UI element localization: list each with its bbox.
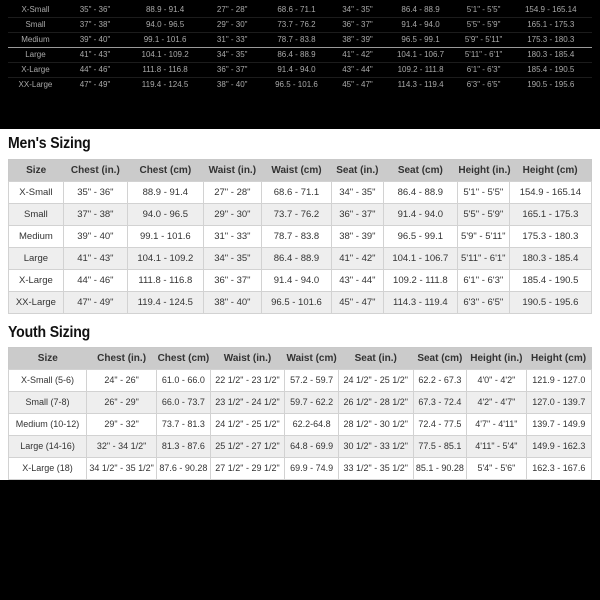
column-header: Waist (in.) bbox=[203, 160, 261, 182]
table-cell: 30 1/2" - 33 1/2" bbox=[338, 436, 413, 458]
table-cell: Small (7-8) bbox=[9, 392, 87, 414]
table-cell: 26" - 29" bbox=[87, 392, 157, 414]
table-cell: 41" - 43" bbox=[63, 248, 127, 270]
table-cell: 99.1 - 101.6 bbox=[127, 33, 203, 48]
column-header: Size bbox=[9, 348, 87, 370]
column-header: Seat (in.) bbox=[331, 160, 383, 182]
table-cell: 47" - 49" bbox=[63, 292, 127, 314]
table-cell: 45" - 47" bbox=[331, 292, 383, 314]
band-row bbox=[8, 63, 592, 78]
table-cell: Medium bbox=[9, 226, 64, 248]
youth-title-row bbox=[8, 323, 592, 343]
youth-size-row bbox=[9, 392, 592, 414]
column-header: Chest (cm) bbox=[157, 348, 211, 370]
table-cell: 109.2 - 111.8 bbox=[383, 270, 457, 292]
table-cell: 5'11" - 6'1" bbox=[458, 48, 510, 63]
mens-size-row bbox=[9, 292, 592, 314]
column-header: Height (cm) bbox=[526, 348, 591, 370]
table-cell: 41" - 42" bbox=[331, 248, 383, 270]
table-cell: 5'4" - 5'6" bbox=[467, 458, 526, 480]
table-cell: 139.7 - 149.9 bbox=[526, 414, 591, 436]
column-header: Size bbox=[9, 160, 64, 182]
youth-size-row bbox=[9, 370, 592, 392]
band-row bbox=[8, 78, 592, 93]
table-cell: 121.9 - 127.0 bbox=[526, 370, 591, 392]
table-cell: 69.9 - 74.9 bbox=[285, 458, 339, 480]
mens-size-row bbox=[9, 270, 592, 292]
youth-sizing-title: Youth Sizing bbox=[8, 324, 91, 341]
table-cell: 87.6 - 90.28 bbox=[157, 458, 211, 480]
table-cell: 154.9 - 165.14 bbox=[510, 3, 592, 18]
table-cell: 36" - 37" bbox=[203, 63, 261, 78]
table-cell: 27 1/2" - 29 1/2" bbox=[210, 458, 285, 480]
table-cell: 36" - 37" bbox=[332, 18, 384, 33]
table-cell: 91.4 - 94.0 bbox=[262, 270, 332, 292]
dark-mode-sizing-table bbox=[8, 3, 592, 92]
table-cell: 37" - 38" bbox=[63, 18, 127, 33]
table-cell: 73.7 - 81.3 bbox=[157, 414, 211, 436]
table-cell: Medium (10-12) bbox=[9, 414, 87, 436]
table-cell: Large (14-16) bbox=[9, 436, 87, 458]
table-cell: 34 1/2" - 35 1/2" bbox=[87, 458, 157, 480]
table-cell: 162.3 - 167.6 bbox=[526, 458, 591, 480]
column-header: Seat (cm) bbox=[383, 160, 457, 182]
table-cell: 180.3 - 185.4 bbox=[509, 248, 591, 270]
table-cell: Large bbox=[9, 248, 64, 270]
table-cell: 27" - 28" bbox=[203, 182, 261, 204]
table-cell: 4'11" - 5'4" bbox=[467, 436, 526, 458]
table-cell: 41" - 42" bbox=[332, 48, 384, 63]
table-cell: 73.7 - 76.2 bbox=[261, 18, 331, 33]
column-header: Waist (cm) bbox=[262, 160, 332, 182]
table-cell: 119.4 - 124.5 bbox=[127, 292, 203, 314]
table-cell: 94.0 - 96.5 bbox=[127, 204, 203, 226]
column-header: Chest (in.) bbox=[63, 160, 127, 182]
table-cell: 104.1 - 106.7 bbox=[383, 48, 457, 63]
table-cell: 96.5 - 101.6 bbox=[275, 80, 318, 89]
column-header: Chest (cm) bbox=[127, 160, 203, 182]
table-cell: 5'5" - 5'9" bbox=[458, 18, 510, 33]
table-cell: 31" - 33" bbox=[203, 226, 261, 248]
table-cell: 29" - 30" bbox=[203, 18, 261, 33]
table-cell: 39" - 40" bbox=[63, 226, 127, 248]
table-cell: 86.4 - 88.9 bbox=[383, 3, 457, 18]
table-cell: 38" - 39" bbox=[331, 226, 383, 248]
table-cell: 22 1/2" - 23 1/2" bbox=[210, 370, 285, 392]
table-cell: 5'5" - 5'9" bbox=[457, 204, 509, 226]
youth-sizing-table bbox=[8, 347, 592, 480]
table-cell: 43" - 44" bbox=[332, 63, 384, 78]
column-header: Height (in.) bbox=[467, 348, 526, 370]
mens-sizing-title: Men's Sizing bbox=[8, 135, 91, 152]
table-cell: 35" - 36" bbox=[63, 3, 127, 18]
table-cell: 88.9 - 91.4 bbox=[127, 182, 203, 204]
top-band bbox=[0, 0, 600, 129]
table-cell: 43" - 44" bbox=[331, 270, 383, 292]
table-cell: 36" - 37" bbox=[203, 270, 261, 292]
mens-sizing-table bbox=[8, 159, 592, 314]
table-cell: 96.5 - 99.1 bbox=[383, 33, 457, 48]
table-cell: 34" - 35" bbox=[332, 3, 384, 18]
table-cell: 149.9 - 162.3 bbox=[526, 436, 591, 458]
youth-size-row bbox=[9, 414, 592, 436]
table-cell: 81.3 - 87.6 bbox=[157, 436, 211, 458]
mens-size-row bbox=[9, 182, 592, 204]
table-cell: 67.3 - 72.4 bbox=[413, 392, 467, 414]
table-cell: XX-Large bbox=[18, 80, 53, 89]
table-cell: 34" - 35" bbox=[203, 248, 261, 270]
youth-size-row bbox=[9, 458, 592, 480]
table-cell: 59.7 - 62.2 bbox=[285, 392, 339, 414]
table-cell: 190.5 - 195.6 bbox=[509, 292, 591, 314]
table-cell: 23 1/2" - 24 1/2" bbox=[210, 392, 285, 414]
table-cell: 78.7 - 83.8 bbox=[262, 226, 332, 248]
column-header: Height (in.) bbox=[457, 160, 509, 182]
table-cell: 25 1/2" - 27 1/2" bbox=[210, 436, 285, 458]
table-cell: 96.5 - 101.6 bbox=[262, 292, 332, 314]
table-cell: 77.5 - 85.1 bbox=[413, 436, 467, 458]
table-cell: 47" - 49" bbox=[79, 80, 111, 89]
table-cell: 73.7 - 76.2 bbox=[262, 204, 332, 226]
content-area bbox=[0, 129, 600, 480]
table-cell: 24" - 26" bbox=[87, 370, 157, 392]
mens-size-row bbox=[9, 204, 592, 226]
table-cell: 31" - 33" bbox=[203, 33, 261, 48]
dark-table-fragment bbox=[0, 0, 600, 92]
table-cell: 24 1/2" - 25 1/2" bbox=[338, 370, 413, 392]
table-cell: 4'7" - 4'11" bbox=[467, 414, 526, 436]
table-cell: 165.1 - 175.3 bbox=[510, 18, 592, 33]
table-cell: 127.0 - 139.7 bbox=[526, 392, 591, 414]
bottom-band bbox=[0, 480, 600, 600]
table-cell: 72.4 - 77.5 bbox=[413, 414, 467, 436]
column-header: Seat (in.) bbox=[338, 348, 413, 370]
mens-title-row bbox=[8, 134, 592, 154]
table-cell: 109.2 - 111.8 bbox=[383, 63, 457, 78]
table-cell: 99.1 - 101.6 bbox=[127, 226, 203, 248]
table-cell: 91.4 - 94.0 bbox=[261, 63, 331, 78]
table-cell: 6'3" - 6'5" bbox=[466, 80, 501, 89]
table-cell: 6'1" - 6'3" bbox=[458, 63, 510, 78]
table-cell: 39" - 40" bbox=[63, 33, 127, 48]
table-cell: 5'9" - 5'11" bbox=[458, 33, 510, 48]
table-cell: 86.4 - 88.9 bbox=[383, 182, 457, 204]
table-cell: 4'2" - 4'7" bbox=[467, 392, 526, 414]
table-cell: Medium bbox=[8, 33, 63, 48]
header-row bbox=[9, 348, 592, 370]
table-cell: 165.1 - 175.3 bbox=[509, 204, 591, 226]
table-cell: 91.4 - 94.0 bbox=[383, 204, 457, 226]
table-cell: 6'3" - 6'5" bbox=[457, 292, 509, 314]
table-cell: 26 1/2" - 28 1/2" bbox=[338, 392, 413, 414]
table-cell: 41" - 43" bbox=[63, 48, 127, 63]
table-cell: 44" - 46" bbox=[63, 63, 127, 78]
table-cell: 154.9 - 165.14 bbox=[509, 182, 591, 204]
table-cell: 62.2 - 67.3 bbox=[413, 370, 467, 392]
table-cell: X-Small bbox=[9, 182, 64, 204]
table-cell: 24 1/2" - 25 1/2" bbox=[210, 414, 285, 436]
table-cell: 27" - 28" bbox=[203, 3, 261, 18]
table-cell: 57.2 - 59.7 bbox=[285, 370, 339, 392]
table-cell: Small bbox=[8, 18, 63, 33]
table-cell: X-Large (18) bbox=[9, 458, 87, 480]
table-cell: 5'11" - 6'1" bbox=[457, 248, 509, 270]
table-cell: 4'0" - 4'2" bbox=[467, 370, 526, 392]
table-cell: 68.6 - 71.1 bbox=[262, 182, 332, 204]
table-cell: 180.3 - 185.4 bbox=[510, 48, 592, 63]
table-cell: 185.4 - 190.5 bbox=[510, 63, 592, 78]
table-cell: 91.4 - 94.0 bbox=[383, 18, 457, 33]
youth-size-row bbox=[9, 436, 592, 458]
table-cell: 37" - 38" bbox=[63, 204, 127, 226]
table-cell: 68.6 - 71.1 bbox=[261, 3, 331, 18]
table-cell: 36" - 37" bbox=[331, 204, 383, 226]
table-cell: 185.4 - 190.5 bbox=[509, 270, 591, 292]
table-cell: 104.1 - 106.7 bbox=[383, 248, 457, 270]
column-header: Waist (in.) bbox=[210, 348, 285, 370]
band-row bbox=[8, 18, 592, 33]
table-cell: 45" - 47" bbox=[342, 80, 373, 89]
table-cell: 190.5 - 195.6 bbox=[527, 80, 575, 89]
table-cell: 6'1" - 6'3" bbox=[457, 270, 509, 292]
table-cell: 38" - 40" bbox=[203, 292, 261, 314]
column-header: Seat (cm) bbox=[413, 348, 467, 370]
table-cell: 5'9" - 5'11" bbox=[457, 226, 509, 248]
table-cell: 5'1" - 5'5" bbox=[457, 182, 509, 204]
table-cell: 29" - 32" bbox=[87, 414, 157, 436]
band-row bbox=[8, 3, 592, 18]
table-cell: 96.5 - 99.1 bbox=[383, 226, 457, 248]
table-cell: X-Large bbox=[9, 270, 64, 292]
table-cell: X-Large bbox=[8, 63, 63, 78]
table-cell: 38" - 39" bbox=[332, 33, 384, 48]
table-cell: Small bbox=[9, 204, 64, 226]
table-cell: Large bbox=[8, 48, 63, 63]
table-cell: 44" - 46" bbox=[63, 270, 127, 292]
table-cell: 119.4 - 124.5 bbox=[141, 80, 189, 89]
table-cell: X-Small bbox=[8, 3, 63, 18]
table-cell: 88.9 - 91.4 bbox=[127, 3, 203, 18]
table-cell: X-Small (5-6) bbox=[9, 370, 87, 392]
table-cell: XX-Large bbox=[9, 292, 64, 314]
table-cell: 28 1/2" - 30 1/2" bbox=[338, 414, 413, 436]
table-cell: 85.1 - 90.28 bbox=[413, 458, 467, 480]
table-cell: 104.1 - 109.2 bbox=[127, 248, 203, 270]
header-row bbox=[9, 160, 592, 182]
table-cell: 29" - 30" bbox=[203, 204, 261, 226]
table-cell: 114.3 - 119.4 bbox=[383, 292, 457, 314]
band-row bbox=[8, 33, 592, 48]
table-cell: 32" - 34 1/2" bbox=[87, 436, 157, 458]
column-header: Height (cm) bbox=[509, 160, 591, 182]
table-cell: 86.4 - 88.9 bbox=[261, 48, 331, 63]
table-cell: 66.0 - 73.7 bbox=[157, 392, 211, 414]
mens-size-row bbox=[9, 248, 592, 270]
table-cell: 35" - 36" bbox=[63, 182, 127, 204]
table-cell: 114.3 - 119.4 bbox=[397, 80, 444, 89]
table-cell: 94.0 - 96.5 bbox=[127, 18, 203, 33]
table-cell: 111.8 - 116.8 bbox=[127, 63, 203, 78]
table-cell: 62.2-64.8 bbox=[285, 414, 339, 436]
mens-size-row bbox=[9, 226, 592, 248]
table-cell: 34" - 35" bbox=[331, 182, 383, 204]
table-cell: 64.8 - 69.9 bbox=[285, 436, 339, 458]
table-cell: 104.1 - 109.2 bbox=[127, 48, 203, 63]
column-header: Waist (cm) bbox=[285, 348, 339, 370]
table-cell: 175.3 - 180.3 bbox=[510, 33, 592, 48]
table-cell: 33 1/2" - 35 1/2" bbox=[338, 458, 413, 480]
table-cell: 86.4 - 88.9 bbox=[262, 248, 332, 270]
table-cell: 5'1" - 5'5" bbox=[458, 3, 510, 18]
table-cell: 111.8 - 116.8 bbox=[127, 270, 203, 292]
table-cell: 61.0 - 66.0 bbox=[157, 370, 211, 392]
table-cell: 78.7 - 83.8 bbox=[261, 33, 331, 48]
table-cell: 34" - 35" bbox=[203, 48, 261, 63]
table-cell: 38" - 40" bbox=[216, 80, 248, 89]
table-cell: 175.3 - 180.3 bbox=[509, 226, 591, 248]
column-header: Chest (in.) bbox=[87, 348, 157, 370]
band-row bbox=[8, 48, 592, 63]
